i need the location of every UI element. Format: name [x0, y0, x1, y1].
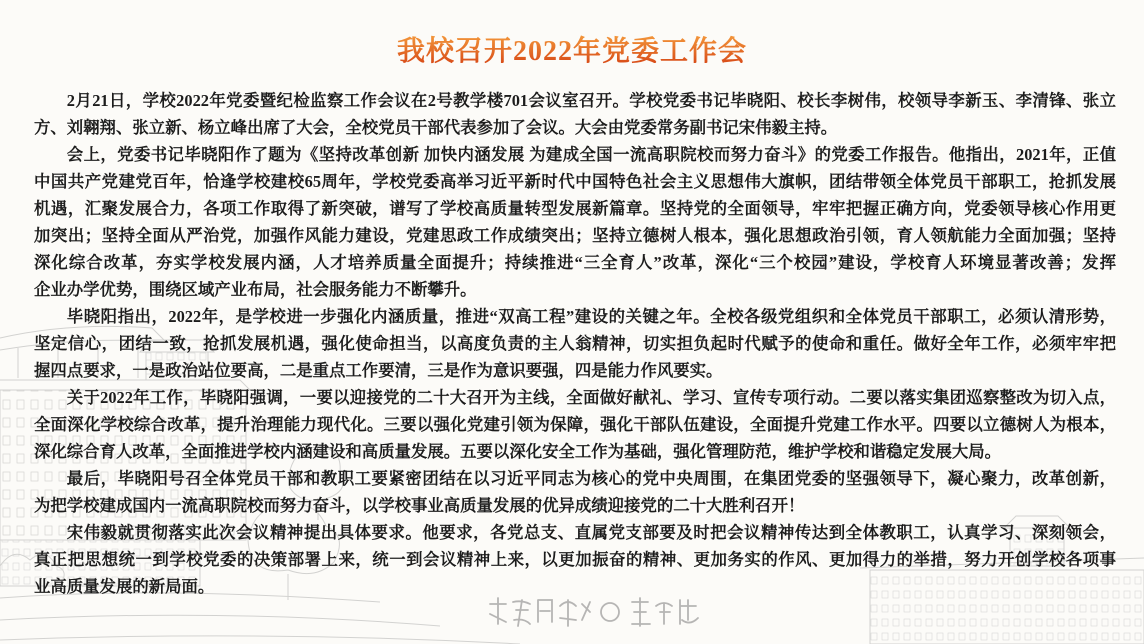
calligraphy-stroke: [632, 598, 650, 626]
article-paragraph: [34, 465, 1116, 519]
calligraphy-seal: [601, 603, 619, 621]
paragraph-line: 坚定信心，团结一致，抢抓发展机遇，强化使命担当，以高度负责的主人翁精神，切实担负起时代赋予的使命和重任。做好全年工作，必须牢牢把: [34, 334, 1116, 353]
calligraphy-stroke: [490, 598, 506, 624]
calligraphy-stroke: [582, 602, 590, 620]
article-paragraph: [34, 303, 1116, 384]
article-paragraph: [34, 384, 1116, 465]
article-title: 我校召开2022年党委工作会: [0, 34, 1144, 70]
calligraphy-stroke: [680, 600, 698, 624]
paragraph-line: 深化综合改革，夯实学校发展内涵，人才培养质量全面提升；持续推进“三全育人”改革，深化“三个校园”建设，学校育人环境显著改善；发挥: [34, 253, 1116, 272]
ground-line-sketch: [0, 593, 520, 644]
article-paragraph: [34, 87, 1116, 141]
article-paragraph: [34, 519, 1116, 600]
paragraph-line: 握四点要求，一是政治站位要高，二是重点工作要清，三是作为意识要强，四是能力作风要实。: [34, 361, 723, 380]
calligraphy-stroke: [656, 603, 672, 624]
paragraph-line: 关于2022年工作，毕晓阳强调，一要以迎接党的二十大召开为主线，全面做好献礼、学习、宣传专项行动。二要以落实集团巡察整改为切入点，: [66, 388, 1116, 407]
paragraph-line: 加突出；坚持全面从严治党，加强作风能力建设，党建思政工作成绩突出；坚持立德树人根本，强化思想政治引领，育人领航能力全面加强；坚持: [34, 226, 1116, 245]
paragraph-line: 业高质量发展的新局面。: [34, 577, 215, 596]
calligraphy-stroke: [538, 600, 552, 622]
article-body: [34, 87, 1116, 600]
article-paragraph: [34, 141, 1116, 303]
calligraphy-stroke: [513, 600, 530, 626]
paragraph-line: 机遇，汇聚发展合力，各项工作取得了新突破，谱写了学校高质量转型发展新篇章。坚持党的全面领导，牢牢把握正确方向，党委领导核心作用更: [34, 199, 1116, 218]
paragraph-line: 为把学校建成国内一流高职院校而努力奋斗，以学校事业高质量发展的优异成绩迎接党的二十大胜利召开！: [34, 496, 805, 515]
paragraph-line: 毕晓阳指出，2022年，是学校进一步强化内涵质量，推进“双高工程”建设的关键之年。全校各级党组织和全体党员干部职工，必须认清形势，: [66, 307, 1116, 326]
paragraph-line: 企业办学优势，围绕区域产业布局，社会服务能力不断攀升。: [34, 280, 477, 299]
paragraph-line: 方、刘翱翔、张立新、杨立峰出席了大会，全校党员干部代表参加了会议。大会由党委常务副书记宋伟毅主持。: [34, 118, 838, 137]
paragraph-line: 全面深化学校综合改革，提升治理能力现代化。三要以强化党建引领为保障，强化干部队伍建设，全面提升党建工作水平。四要以立德树人为根本，: [34, 415, 1116, 434]
calligraphy-stroke: [560, 600, 576, 626]
paragraph-line: 会上，党委书记毕晓阳作了题为《坚持改革创新 加快内涵发展 为建成全国一流高职院校而努力奋斗》的党委工作报告。他指出，2021年，正值: [66, 145, 1116, 164]
paragraph-line: 真正把思想统一到学校党委的决策部署上来，统一到会议精神上来，以更加振奋的精神、更加务实的作风、更加得力的举措，努力开创学校各项事: [34, 550, 1116, 569]
paragraph-line: 2月21日，学校2022年党委暨纪检监察工作会议在2号教学楼701会议室召开。学校党委书记毕晓阳、校长李树伟，校领导李新玉、李清锋、张立: [66, 91, 1116, 110]
calligraphy-watermark: [490, 598, 698, 626]
paragraph-line: 宋伟毅就贯彻落实此次会议精神提出具体要求。他要求，各党总支、直属党支部要及时把会议精神传达到全体教职工，认真学习、深刻领会，: [66, 523, 1116, 542]
paragraph-line: 最后，毕晓阳号召全体党员干部和教职工要紧密团结在以习近平同志为核心的党中央周围，在集团党委的坚强领导下，凝心聚力，改革创新，: [66, 469, 1116, 488]
paragraph-line: 中国共产党建党百年，恰逢学校建校65周年，学校党委高举习近平新时代中国特色社会主义思想伟大旗帜，团结带领全体党员干部职工，抢抓发展: [34, 172, 1116, 191]
paragraph-line: 深化综合育人改革，全面推进学校内涵建设和高质量发展。五要以深化安全工作为基础，强化管理防范，维护学校和谐稳定发展大局。: [34, 442, 1002, 461]
